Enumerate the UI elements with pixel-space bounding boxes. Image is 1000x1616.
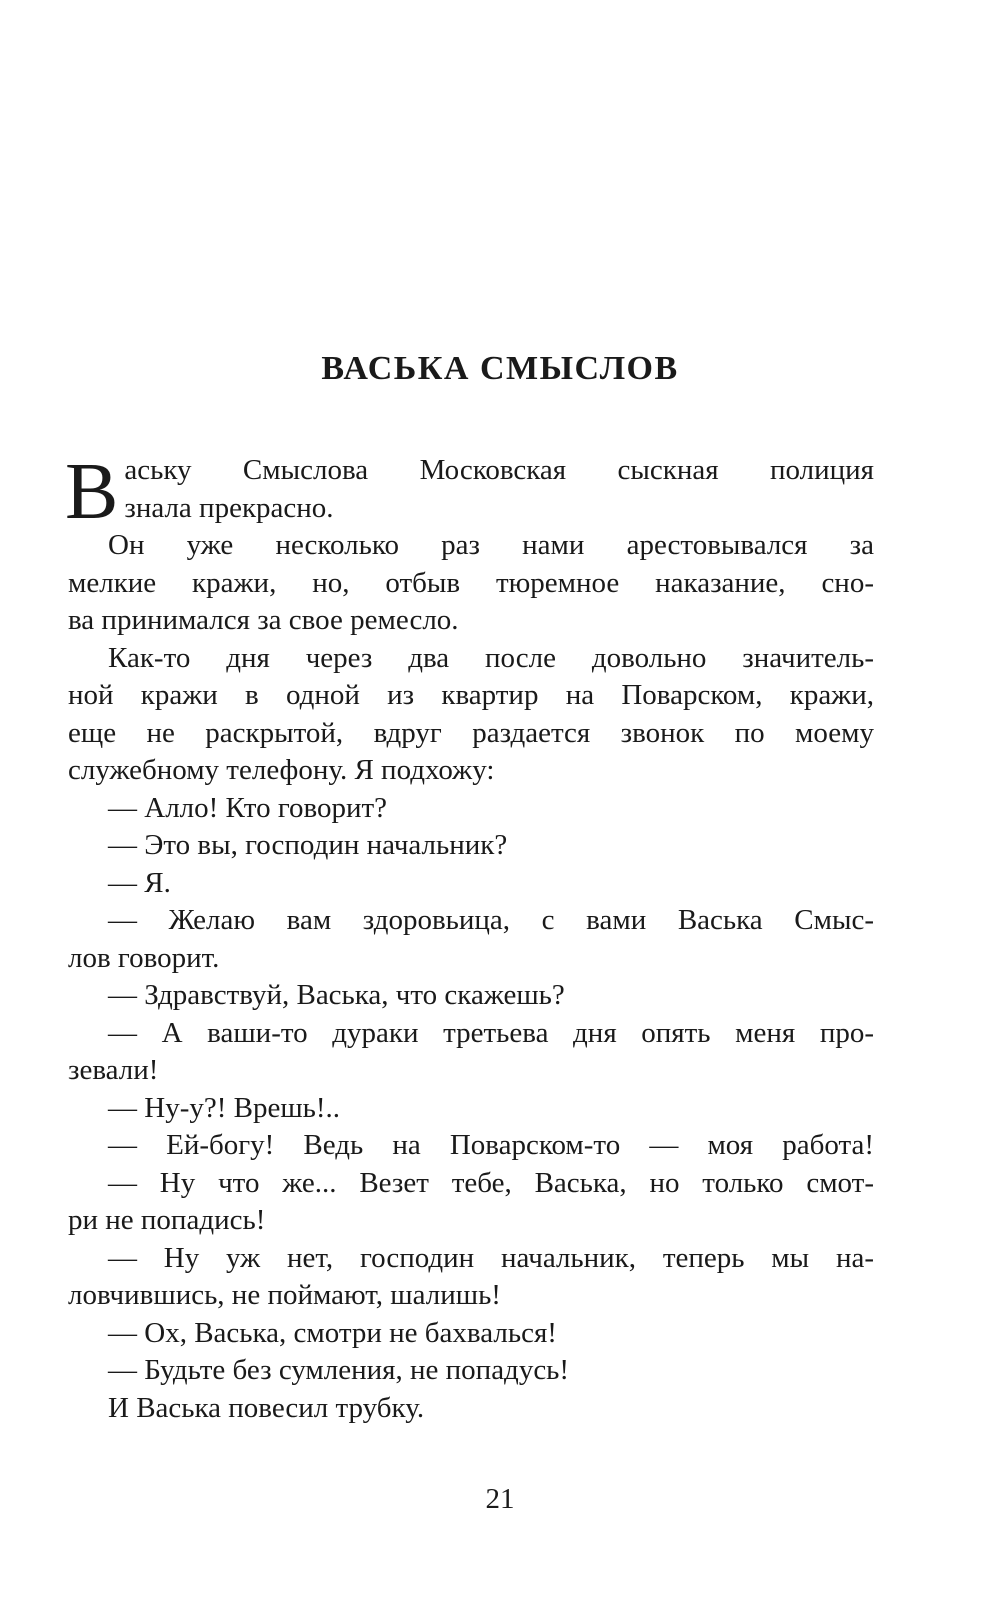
- text-line: знала прекрасно.: [124, 491, 334, 524]
- text-line: И Васька повесил трубку.: [108, 1391, 425, 1424]
- text-lines: [68, 527, 874, 1427]
- text-line: — Ну-у?! Врешь!..: [108, 1091, 341, 1124]
- text-line: — Ну уж нет, господин начальник, теперь мы на-: [108, 1241, 874, 1274]
- opening-paragraph: [65, 448, 874, 536]
- text-line: Как-то дня через два после довольно значитель-: [108, 641, 874, 674]
- drop-cap: В: [65, 448, 119, 536]
- text-line: — Ей-богу! Ведь на Поварском-то — моя работа!: [108, 1129, 874, 1161]
- text-line: служебному телефону. Я подхожу:: [68, 754, 495, 786]
- text-line: — Ну что же... Везет тебе, Васька, но только смот-: [108, 1166, 874, 1199]
- text-line: еще не раскрытой, вдруг раздается звонок по моему: [68, 716, 874, 749]
- text-line: — А ваши-то дураки третьева дня опять меня про-: [108, 1016, 874, 1049]
- text-line: ва принимался за свое ремесло.: [68, 604, 459, 636]
- text-line: — Ох, Васька, смотри не бахвалься!: [108, 1316, 557, 1349]
- text-line: ловчившись, не поймают, шалишь!: [68, 1279, 501, 1311]
- body-text: [65, 448, 874, 1427]
- text-line: аську Смыслова Московская сыскная полиция: [124, 454, 874, 486]
- text-line: — Желаю вам здоровьица, с вами Васька Смыс-: [108, 904, 874, 936]
- text-line: лов говорит.: [68, 941, 220, 974]
- text-line: — Я.: [108, 866, 171, 899]
- text-line: — Алло! Кто говорит?: [108, 791, 388, 824]
- text-line: мелкие кражи, но, отбыв тюремное наказание, сно-: [68, 566, 874, 599]
- page-number: 21: [485, 1483, 515, 1515]
- text-line: зевали!: [68, 1054, 159, 1086]
- text-line: — Это вы, господин начальник?: [108, 829, 508, 861]
- text-line: Он уже несколько раз нами арестовывался за: [108, 529, 874, 561]
- text-line: — Будьте без сумления, не попадусь!: [108, 1354, 570, 1386]
- text-line: ри не попадись!: [68, 1204, 266, 1236]
- text-line: ной кражи в одной из квартир на Поварском, кражи,: [68, 679, 874, 711]
- text-line: — Здравствуй, Васька, что скажешь?: [108, 979, 565, 1011]
- chapter-title: ВАСЬКА СМЫСЛОВ: [321, 350, 679, 387]
